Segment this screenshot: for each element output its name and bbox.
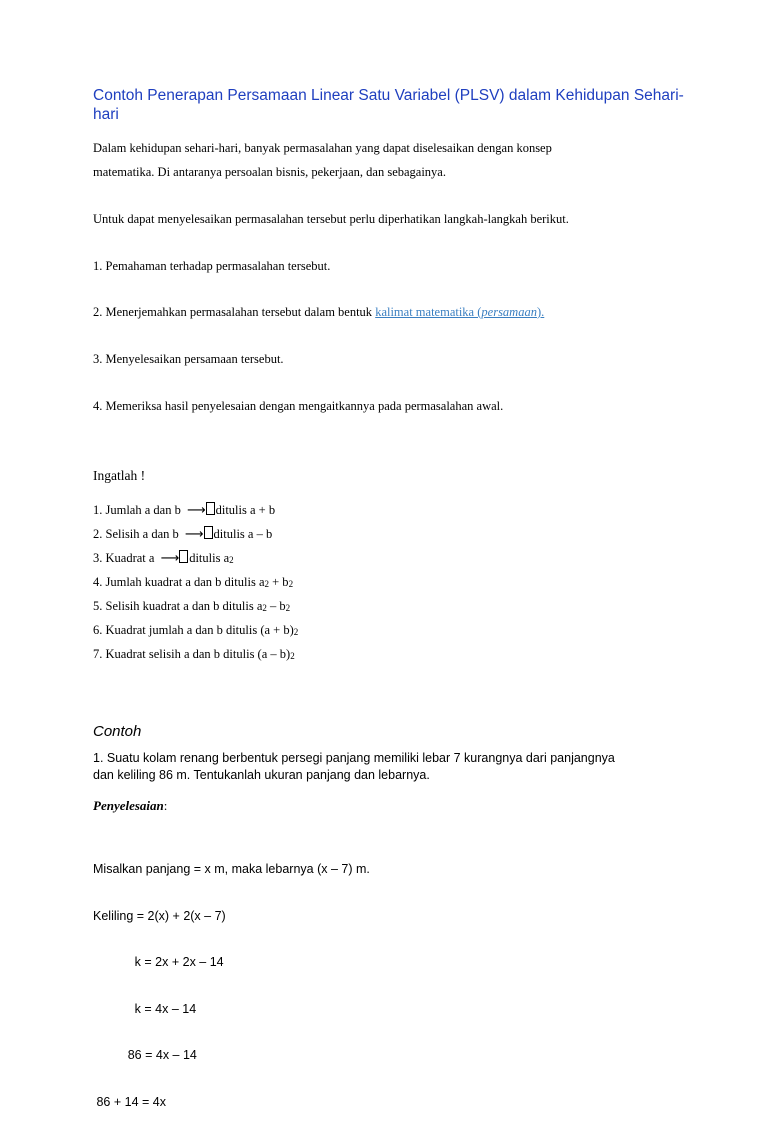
rule-item-2: 2. Selisih a dan b ⟶ ditulis a – b [93, 527, 273, 542]
step-1: 1. Pemahaman terhadap permasalahan tersebut. [93, 259, 331, 273]
step-4: 4. Memeriksa hasil penyelesaian dengan mengaitkannya pada permasalahan awal. [93, 399, 504, 413]
step-2-text: 2. Menerjemahkan permasalahan tersebut dalam bentuk [93, 305, 376, 319]
solution-steps [93, 831, 370, 1141]
calc-line: 86 + 14 = 4x [93, 1094, 166, 1109]
right-arrow-icon: ⟶ [160, 551, 180, 566]
document-title: Contoh Penerapan Persamaan Linear Satu Variabel (PLSV) dalam Kehidupan Sehari-hari [93, 87, 684, 123]
rule-item-6: 6. Kuadrat jumlah a dan b ditulis $(a + b)_2$ [93, 623, 299, 637]
steps-intro: Untuk dapat menyelesaikan permasalahan tersebut perlu diperhatikan langkah-langkah berikut. [93, 212, 569, 226]
intro-paragraph [93, 136, 552, 184]
rule-item-4: 4. Jumlah kuadrat a dan b ditulis $a_2 + b_2$ [93, 575, 294, 589]
rule-item-3: 3. Kuadrat a ⟶ ditulis $a_2$ [93, 551, 234, 566]
remember-heading: Ingatlah ! [93, 468, 146, 483]
solution-label: Penyelesaian: [93, 798, 168, 813]
problem-line-2: dan keliling 86 m. Tentukanlah ukuran panjang dan lebarnya. [93, 768, 430, 782]
math-sentence-link[interactable]: kalimat matematika (persamaan). [375, 305, 545, 319]
calc-line: 86 = 4x – 14 [93, 1048, 197, 1062]
intro-line-1: Dalam kehidupan sehari-hari, banyak permasalahan yang dapat diselesaikan dengan konsep [93, 141, 552, 155]
problem-line-1: 1. Suatu kolam renang berbentuk persegi panjang memiliki lebar 7 kurangnya dari panjangnya [93, 751, 615, 765]
calc-line: Misalkan panjang = x m, maka lebarnya (x – 7) m. [93, 862, 370, 876]
intro-line-2: matematika. Di antaranya persoalan bisnis, pekerjaan, dan sebagainya. [93, 165, 446, 179]
example-problem [93, 750, 693, 784]
rule-item-1: 1. Jumlah a dan b ⟶ ditulis a + b [93, 503, 276, 518]
calc-line: k = 2x + 2x – 14 [93, 955, 224, 969]
calc-line: Keliling = 2(x) + 2(x – 7) [93, 908, 226, 923]
missing-glyph-box [204, 526, 213, 539]
step-2 [93, 300, 544, 324]
example-heading: Contoh [93, 723, 142, 740]
calc-line: k = 4x – 14 [93, 1001, 197, 1016]
rule-item-7: 7. Kuadrat selisih a dan b ditulis $(a - b)_2$ [93, 647, 295, 661]
step-3: 3. Menyelesaikan persamaan tersebut. [93, 352, 284, 366]
remember-list [93, 500, 298, 668]
missing-glyph-box [206, 502, 215, 515]
rule-item-5: 5. Selisih kuadrat a dan b ditulis $a_2 - b_2$ [93, 599, 291, 613]
right-arrow-icon: ⟶ [184, 527, 204, 542]
missing-glyph-box [179, 550, 188, 563]
right-arrow-icon: ⟶ [186, 503, 206, 518]
